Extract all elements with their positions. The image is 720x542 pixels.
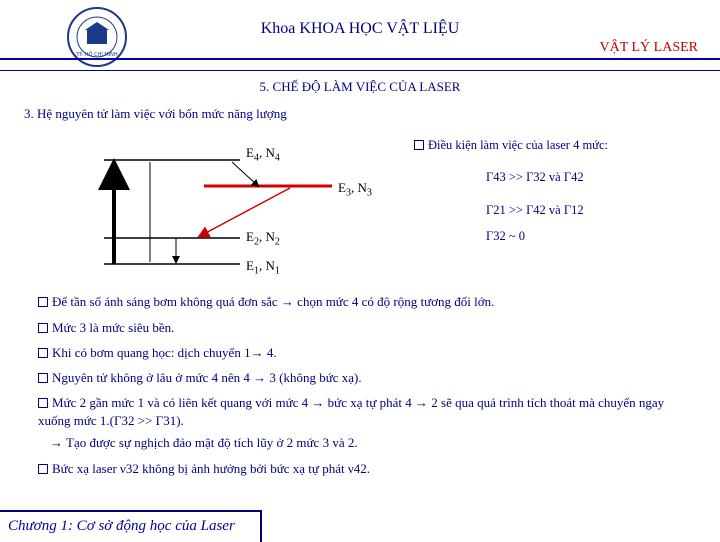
checkbox-bullet-icon [38, 464, 48, 474]
condition-2: Γ21 >> Γ42 và Γ12 [486, 203, 584, 217]
checkbox-bullet-icon [38, 398, 48, 408]
decay-4-3-arrow [232, 162, 258, 186]
page-title: Khoa KHOA HỌC VẬT LIỆU [260, 20, 460, 37]
condition-3: Γ32 ~ 0 [486, 229, 525, 243]
subsection-title: 3. Hệ nguyên tử làm việc với bốn mức năng lượng [24, 106, 287, 121]
checkbox-bullet-icon [38, 373, 48, 383]
condition-1: Γ43 >> Γ32 và Γ42 [486, 170, 584, 184]
level-e3-label: $E_3$, $N_3$ [338, 180, 372, 199]
energy-level-diagram [0, 120, 720, 290]
svg-text:TP. HỒ CHÍ MINH: TP. HỒ CHÍ MINH [76, 52, 118, 58]
level-e1-label: $E_1$, $N_1$ [246, 258, 280, 277]
header-divider [0, 58, 720, 60]
level-e2-label: $E_2$, $N_2$ [246, 229, 280, 248]
level-e4-label: $E_4$, $N_4$ [246, 145, 280, 164]
footer-text: Chương 1: Cơ sở động học của Laser [8, 518, 235, 534]
bullet-3: Khi có bơm quang học: dịch chuyển 1→ 4. [38, 344, 698, 362]
bullet-6: → Tạo được sự nghịch đảo mật độ tích lũy ở 2 mức 3 và 2. [50, 435, 358, 450]
condition-heading: Điều kiện làm việc của laser 4 mức: [414, 138, 608, 153]
subject-label: VẬT LÝ LASER [599, 40, 698, 55]
checkbox-bullet-icon [38, 348, 48, 358]
checkbox-bullet-icon [414, 140, 424, 150]
bullet-4: Nguyên tử không ở lâu ở mức 4 nên 4 → 3 (không bức xạ). [38, 369, 698, 387]
checkbox-bullet-icon [38, 323, 48, 333]
bullet-5: Mức 2 gần mức 1 và có liên kết quang với mức 4 → bức xạ tự phát 4 → 2 sẽ qua quá trình tích thoát mà chuyển ngay xuống mức 1.(Γ32 >> Γ31). [38, 395, 665, 428]
bullet-7: Bức xạ laser ν32 không bị ảnh hưởng bởi bức xạ tự phát ν42. [38, 460, 698, 478]
bullet-2: Mức 3 là mức siêu bền. [38, 319, 698, 337]
header-divider-thin [0, 70, 720, 71]
bullet-1: Để tần số ánh sáng bơm không quá đơn sắc → chọn mức 4 có độ rộng tương đối lớn. [38, 293, 698, 311]
footer-box [0, 510, 262, 542]
section-title: 5. CHẾ ĐỘ LÀM VIỆC CỦA LASER [259, 79, 461, 94]
checkbox-bullet-icon [38, 297, 48, 307]
